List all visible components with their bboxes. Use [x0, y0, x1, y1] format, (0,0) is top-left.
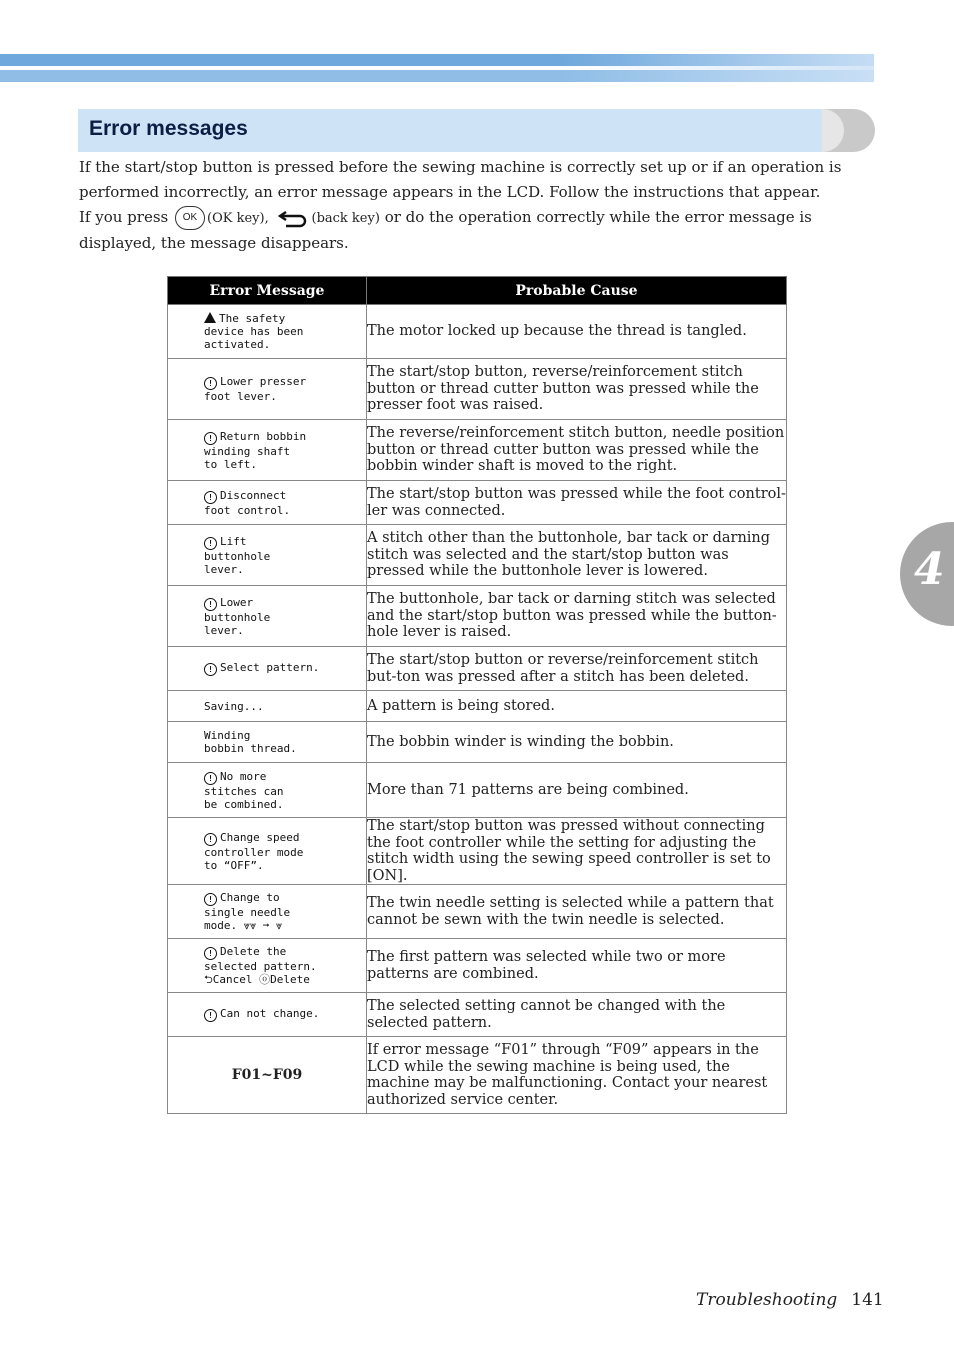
table-row: [168, 939, 787, 993]
table-row: [168, 722, 787, 763]
lcd-message-text: Delete the selected pattern. ⮌Cancel ⓞDelete: [204, 945, 317, 986]
alert-circle-icon: !: [204, 663, 217, 676]
probable-cause-cell: If error message “F01” through “F09” appears in the LCD while the sewing machine is being used, the machine may be malfunctioning. Contact your nearest authorized service center.: [367, 1037, 787, 1114]
intro-paragraph-2: [79, 205, 875, 256]
footer-section-name: Troubleshooting: [696, 1290, 838, 1310]
probable-cause-cell: The twin needle setting is selected while a pattern that cannot be sewn with the twin needle is selected.: [367, 885, 787, 939]
table-row: [168, 691, 787, 722]
error-message-cell: [168, 525, 367, 586]
alert-circle-icon: !: [204, 833, 217, 846]
table-row: [168, 586, 787, 647]
alert-circle-icon: !: [204, 432, 217, 445]
lcd-message-text: Change to single needle mode. ⩔⩔ ➞ ⩔: [204, 891, 291, 932]
intro-text: [79, 155, 875, 256]
probable-cause-cell: A pattern is being stored.: [367, 691, 787, 722]
alert-circle-icon: !: [204, 537, 217, 550]
table-body: [168, 305, 787, 1114]
header-probable-cause: Probable Cause: [367, 277, 787, 305]
probable-cause-cell: The selected setting cannot be changed with the selected pattern.: [367, 993, 787, 1037]
lcd-message-text: Disconnect foot control.: [204, 488, 291, 517]
back-key-label: (back key): [311, 211, 380, 226]
error-message-cell: [168, 1037, 367, 1114]
error-message-table: [167, 276, 787, 1114]
warning-icon: [204, 312, 216, 323]
footer-page-number: 141: [851, 1290, 884, 1310]
table-row: [168, 420, 787, 481]
lcd-message-text: The safety device has been activated.: [204, 312, 304, 351]
probable-cause-cell: A stitch other than the buttonhole, bar tack or darning stitch was selected and the start/stop button was pressed while the buttonhole lever is lowered.: [367, 525, 787, 586]
ok-key-icon: OK: [175, 206, 205, 230]
alert-circle-icon: !: [204, 377, 217, 390]
table-row: [168, 818, 787, 885]
table-row: [168, 305, 787, 359]
section-banner: [78, 109, 875, 152]
lcd-message-text: Lower buttonhole lever.: [204, 595, 271, 637]
intro-press-text: If you press: [79, 208, 169, 226]
table-row: [168, 525, 787, 586]
lcd-message: [168, 430, 366, 471]
error-code-text: F01~F09: [231, 1067, 303, 1083]
header-error-message: Error Message: [168, 277, 367, 305]
lcd-message-text: Lower presser foot lever.: [204, 375, 307, 403]
error-message-cell: [168, 939, 367, 993]
error-message-cell: [168, 305, 367, 359]
chapter-number: 4: [914, 544, 945, 595]
table-row: [168, 885, 787, 939]
table-row: [168, 481, 787, 525]
table-row: [168, 1037, 787, 1114]
probable-cause-cell: The motor locked up because the thread is tangled.: [367, 305, 787, 359]
lcd-message-text: No more stitches can be combined.: [204, 769, 284, 811]
probable-cause-cell: More than 71 patterns are being combined.: [367, 763, 787, 818]
top-decorative-stripes: [0, 54, 874, 82]
lcd-message: [168, 700, 366, 713]
probable-cause-cell: The reverse/reinforcement stitch button, needle position button or thread cutter button was pressed while the bobbin winder shaft is moved to the right.: [367, 420, 787, 481]
error-message-cell: [168, 763, 367, 818]
lcd-message-text: Winding bobbin thread.: [204, 729, 297, 755]
intro-rest-text: or do the operation correctly while the error message is displayed, the message disappears.: [79, 208, 812, 252]
error-message-cell: [168, 818, 367, 885]
lcd-message: [168, 831, 366, 872]
probable-cause-cell: The buttonhole, bar tack or darning stitch was selected and the start/stop button was pressed while the button-hole lever is raised.: [367, 586, 787, 647]
section-title: Error messages: [89, 117, 248, 140]
chapter-tab: [900, 522, 954, 626]
lcd-message: [168, 489, 366, 517]
error-message-cell: [168, 993, 367, 1037]
alert-circle-icon: !: [204, 772, 217, 785]
error-message-cell: [168, 647, 367, 691]
table-row: [168, 763, 787, 818]
lcd-message: [168, 535, 366, 576]
probable-cause-cell: The start/stop button or reverse/reinforcement stitch but-ton was pressed after a stitch has been deleted.: [367, 647, 787, 691]
probable-cause-cell: The start/stop button was pressed without connecting the foot controller while the setting for adjusting the stitch width using the sewing speed controller is set to [ON].: [367, 818, 787, 885]
probable-cause-cell: The first pattern was selected while two or more patterns are combined.: [367, 939, 787, 993]
table-row: [168, 359, 787, 420]
ok-key-label: (OK key),: [207, 211, 269, 226]
error-message-cell: [168, 420, 367, 481]
error-message-cell: [168, 885, 367, 939]
intro-paragraph-1: If the start/stop button is pressed before the sewing machine is correctly set up or if an operation is performed incorrectly, an error message appears in the LCD. Follow the instructions that appear.: [79, 158, 842, 201]
probable-cause-cell: The start/stop button was pressed while the foot control-ler was connected.: [367, 481, 787, 525]
error-message-cell: [168, 722, 367, 763]
alert-circle-icon: !: [204, 947, 217, 960]
lcd-message-text: Saving...: [204, 699, 264, 713]
lcd-message: [168, 891, 366, 932]
error-message-cell: [168, 359, 367, 420]
lcd-message: [168, 312, 366, 351]
lcd-message-text: Lift buttonhole lever.: [204, 534, 271, 576]
alert-circle-icon: !: [204, 598, 217, 611]
error-message-cell: [168, 481, 367, 525]
error-message-cell: [168, 691, 367, 722]
table-row: [168, 993, 787, 1037]
error-message-cell: [168, 586, 367, 647]
lcd-message-text: Return bobbin winding shaft to left.: [204, 429, 307, 471]
lcd-message-text: Select pattern.: [220, 661, 320, 674]
page-footer: [696, 1290, 884, 1310]
lcd-message: [168, 945, 366, 986]
lcd-message: [168, 1007, 366, 1022]
lcd-message: [168, 661, 366, 676]
lcd-message-text: Can not change.: [220, 1007, 320, 1020]
alert-circle-icon: !: [204, 491, 217, 504]
alert-circle-icon: !: [204, 893, 217, 906]
probable-cause-cell: The bobbin winder is winding the bobbin.: [367, 722, 787, 763]
lcd-message-text: Change speed controller mode to “OFF”.: [204, 830, 304, 872]
lcd-message: [168, 596, 366, 637]
back-key-icon: [278, 208, 308, 228]
table-header-row: [168, 277, 787, 305]
lcd-message: [168, 729, 366, 755]
table-row: [168, 647, 787, 691]
lcd-message: [168, 770, 366, 811]
alert-circle-icon: !: [204, 1009, 217, 1022]
lcd-message: [168, 375, 366, 403]
probable-cause-cell: The start/stop button, reverse/reinforcement stitch button or thread cutter button was pressed while the presser foot was raised.: [367, 359, 787, 420]
